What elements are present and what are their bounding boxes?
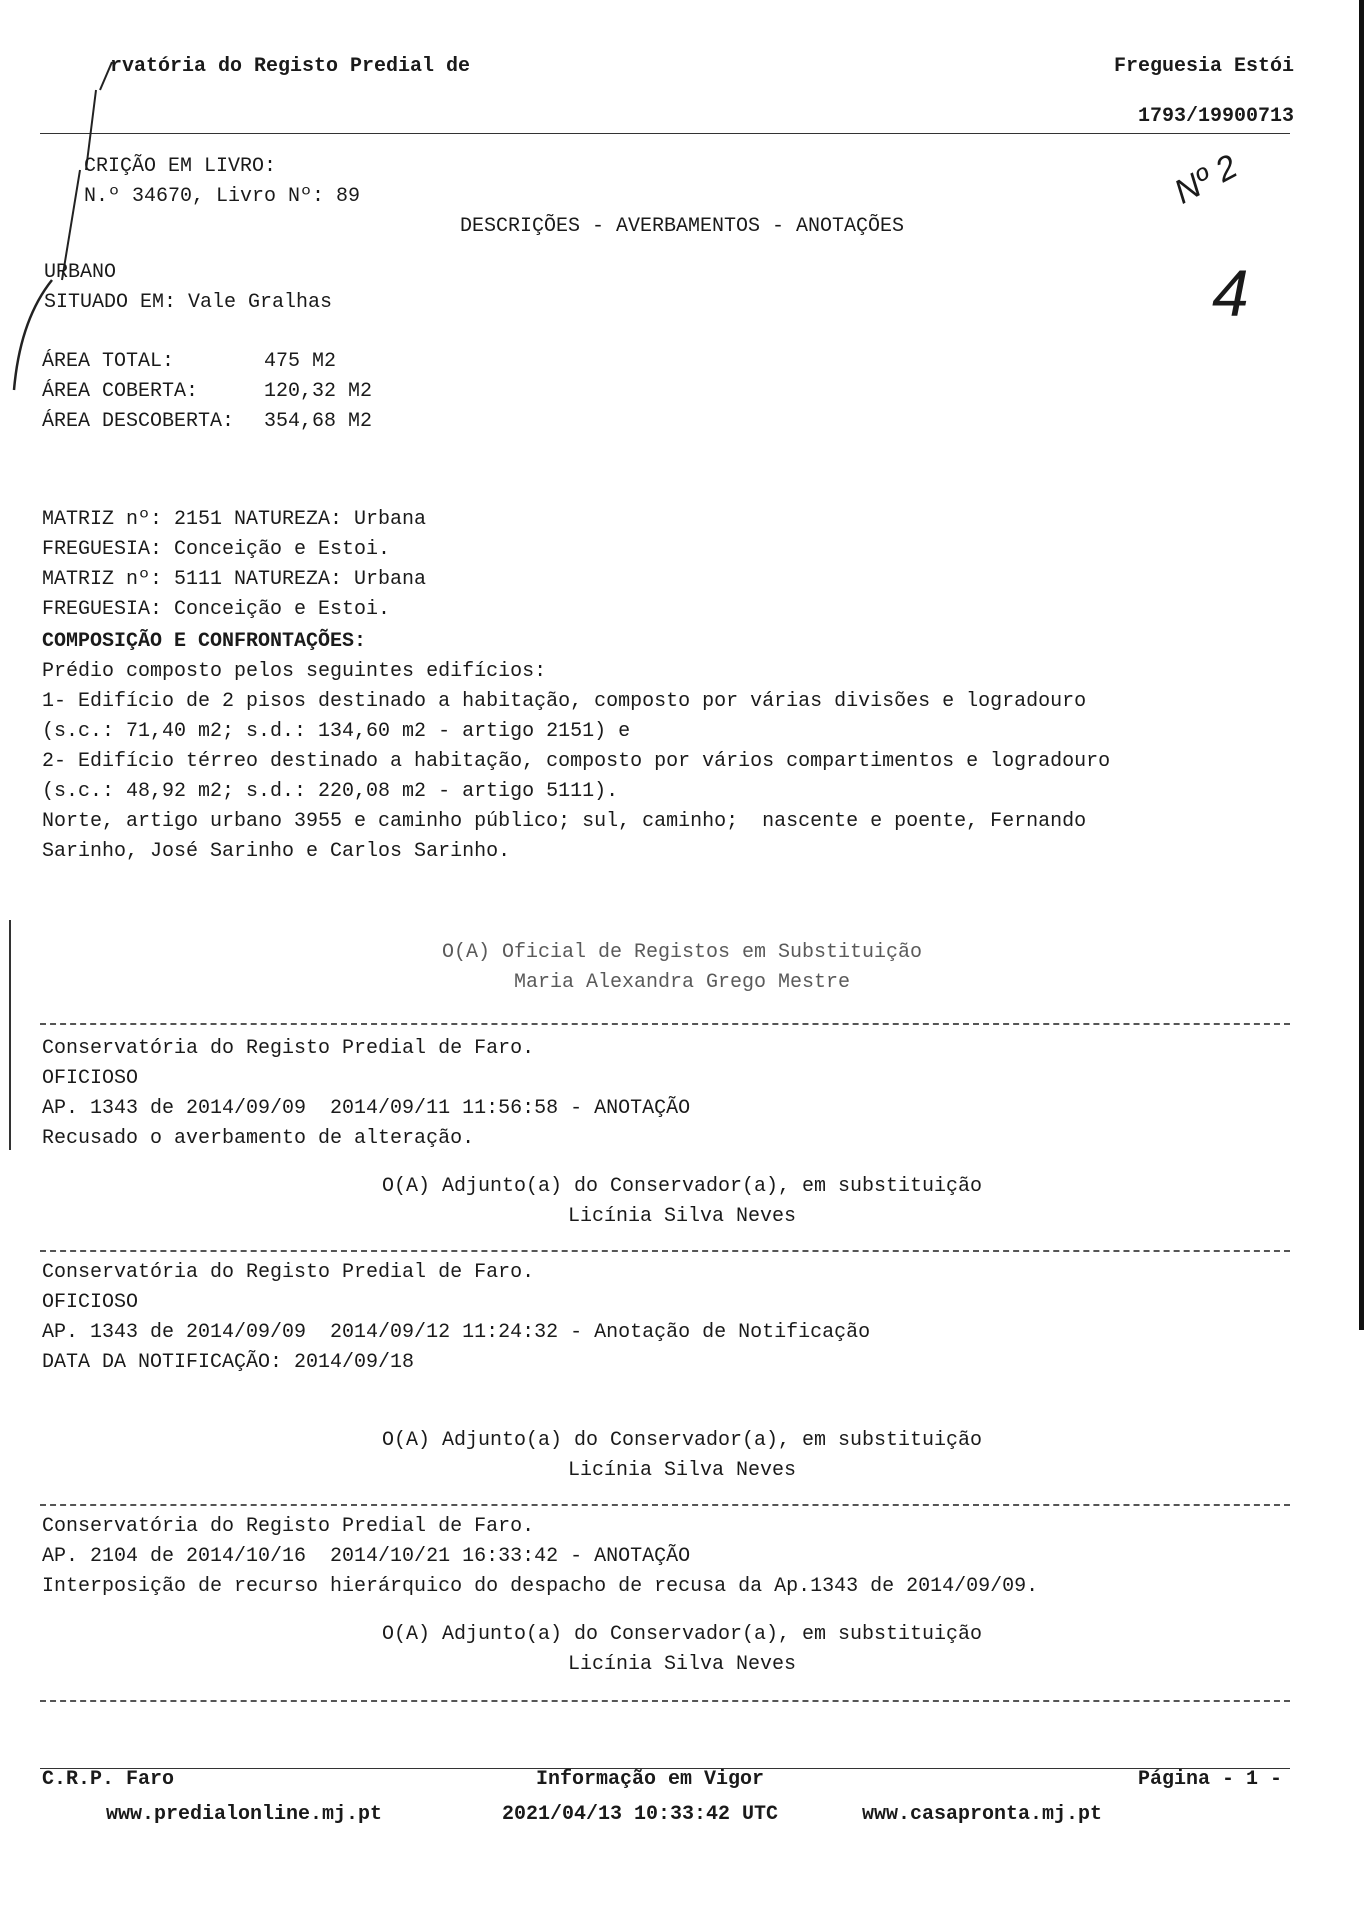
composition-text xyxy=(42,657,1110,867)
composition-line: 1- Edifício de 2 pisos destinado a habitação, composto por várias divisões e logradouro xyxy=(42,690,1087,713)
scan-edge xyxy=(1359,0,1364,1330)
entry-office: Conservatória do Registo Predial de Faro. xyxy=(42,1037,535,1060)
area-value: 475 M2 xyxy=(264,350,337,373)
entry-ap: AP. 2104 de 2014/10/16 2014/10/21 16:33:42 - ANOTAÇÃO xyxy=(42,1545,691,1568)
composition-line: (s.c.: 48,92 m2; s.d.: 220,08 m2 - artigo 5111). xyxy=(42,780,619,803)
header-number: 1793/19900713 xyxy=(1137,105,1294,128)
footer-timestamp: 2021/04/13 10:33:42 UTC xyxy=(502,1803,779,1826)
area-row-uncovered xyxy=(42,407,372,437)
property-type: URBANO xyxy=(44,261,117,284)
entry-mode: OFICIOSO xyxy=(42,1291,139,1314)
matrix-line: MATRIZ nº: 2151 NATUREZA: Urbana xyxy=(42,508,427,531)
separator xyxy=(40,1504,1290,1506)
entry-signature-name: Licínia Silva Neves xyxy=(567,1205,797,1228)
area-value: 120,32 M2 xyxy=(264,380,373,403)
area-label: ÁREA DESCOBERTA: xyxy=(42,410,235,433)
area-value: 354,68 M2 xyxy=(264,410,373,433)
header-parish: Freguesia Estói xyxy=(1113,55,1294,78)
entry-signature-name: Licínia Silva Neves xyxy=(567,1459,797,1482)
composition-line: Norte, artigo urbano 3955 e caminho público; sul, caminho; nascente e poente, Fernando xyxy=(42,810,1087,833)
book-line-1: CRIÇÃO EM LIVRO: xyxy=(84,155,277,178)
footer-site-casapronta[interactable]: www.casapronta.mj.pt xyxy=(862,1803,1103,1826)
area-row-total xyxy=(42,347,336,377)
composition-line: 2- Edifício térreo destinado a habitação, composto por vários compartimentos e logradouro xyxy=(42,750,1111,773)
composition-line: Prédio composto pelos seguintes edifícios: xyxy=(42,660,547,683)
entry-signature-role: O(A) Adjunto(a) do Conservador(a), em substituição xyxy=(381,1175,983,1198)
entry-text: Interposição de recurso hierárquico do despacho de recusa da Ap.1343 de 2014/09/09. xyxy=(42,1575,1039,1598)
footer-status: Informação em Vigor xyxy=(536,1768,765,1791)
header-rule xyxy=(40,133,1290,134)
section-title: DESCRIÇÕES - AVERBAMENTOS - ANOTAÇÕES xyxy=(459,215,905,238)
entry-text: DATA DA NOTIFICAÇÃO: 2014/09/18 xyxy=(42,1351,415,1374)
footer-site-predialonline[interactable]: www.predialonline.mj.pt xyxy=(106,1803,383,1826)
signature-role: O(A) Oficial de Registos em Substituição xyxy=(441,941,923,964)
entry-text: Recusado o averbamento de alteração. xyxy=(42,1127,475,1150)
property-location: SITUADO EM: Vale Gralhas xyxy=(44,291,333,314)
footer-page: Página - 1 - xyxy=(1137,1768,1282,1791)
entry-office: Conservatória do Registo Predial de Faro. xyxy=(42,1261,535,1284)
area-label: ÁREA TOTAL: xyxy=(42,350,175,373)
entry-1 xyxy=(42,1034,690,1154)
composition-line: (s.c.: 71,40 m2; s.d.: 134,60 m2 - artigo 2151) e xyxy=(42,720,631,743)
entry-signature-role: O(A) Adjunto(a) do Conservador(a), em substituição xyxy=(381,1623,983,1646)
handwritten-number: 4 xyxy=(1212,256,1249,330)
matrix-line: FREGUESIA: Conceição e Estoi. xyxy=(42,598,391,621)
entry-ap: AP. 1343 de 2014/09/09 2014/09/11 11:56:58 - ANOTAÇÃO xyxy=(42,1097,691,1120)
matrix-list xyxy=(42,505,426,625)
separator xyxy=(40,1023,1290,1025)
book-line-2: N.º 34670, Livro Nº: 89 xyxy=(84,185,361,208)
composition-line: Sarinho, José Sarinho e Carlos Sarinho. xyxy=(42,840,511,863)
entry-ap: AP. 1343 de 2014/09/09 2014/09/12 11:24:32 - Anotação de Notificação xyxy=(42,1321,871,1344)
entry-mode: OFICIOSO xyxy=(42,1067,139,1090)
header-title: rvatória do Registo Predial de xyxy=(110,55,471,78)
area-label: ÁREA COBERTA: xyxy=(42,380,199,403)
entry-office: Conservatória do Registo Predial de Faro. xyxy=(42,1515,535,1538)
separator xyxy=(40,1250,1290,1252)
entry-3 xyxy=(42,1512,1038,1602)
handwritten-mark: Nº 2 xyxy=(1168,147,1244,212)
composition-heading: COMPOSIÇÃO E CONFRONTAÇÕES: xyxy=(42,630,367,653)
separator xyxy=(40,1700,1290,1702)
signature-name: Maria Alexandra Grego Mestre xyxy=(513,971,851,994)
matrix-line: FREGUESIA: Conceição e Estoi. xyxy=(42,538,391,561)
matrix-line: MATRIZ nº: 5111 NATUREZA: Urbana xyxy=(42,568,427,591)
entry-signature-role: O(A) Adjunto(a) do Conservador(a), em substituição xyxy=(381,1429,983,1452)
entry-signature-name: Licínia Silva Neves xyxy=(567,1653,797,1676)
entry-2 xyxy=(42,1258,870,1378)
area-row-covered xyxy=(42,377,372,407)
footer-office: C.R.P. Faro xyxy=(42,1768,175,1791)
